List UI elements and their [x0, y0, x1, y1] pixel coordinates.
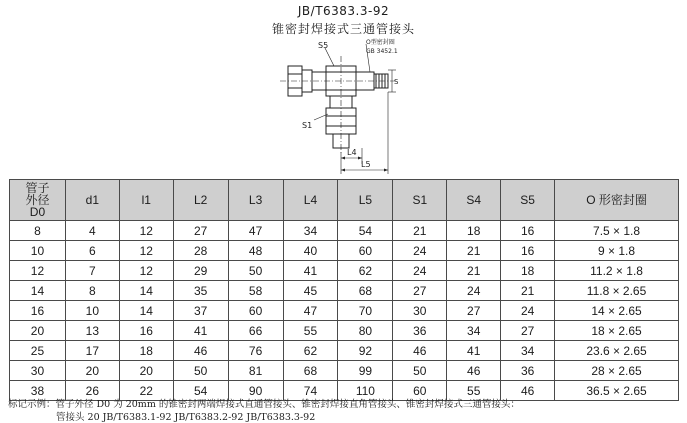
table-cell: 18 — [447, 221, 501, 241]
col-header-s1: S1 — [393, 180, 447, 221]
table-cell: 62 — [338, 261, 393, 281]
table-cell: 68 — [283, 361, 338, 381]
table-cell: 55 — [447, 381, 501, 401]
table-cell: 27 — [447, 301, 501, 321]
table-cell: 18 — [119, 341, 173, 361]
table-cell: 24 — [501, 301, 555, 321]
table-cell: 46 — [447, 361, 501, 381]
standard-code: JB/T6383.3-92 — [297, 4, 390, 18]
table-cell: 7 — [65, 261, 119, 281]
table-cell: 38 — [10, 381, 66, 401]
table-cell: 55 — [283, 321, 338, 341]
table-cell: 54 — [338, 221, 393, 241]
table-cell: 13 — [65, 321, 119, 341]
table-cell: 74 — [283, 381, 338, 401]
table-cell: 60 — [338, 241, 393, 261]
table-cell: 27 — [173, 221, 228, 241]
table-cell: 41 — [447, 341, 501, 361]
table-cell: 16 — [119, 321, 173, 341]
label-l5: L5 — [361, 160, 371, 169]
table-cell: 99 — [338, 361, 393, 381]
table-cell: 46 — [501, 381, 555, 401]
table-cell: 54 — [173, 381, 228, 401]
table-row — [10, 321, 679, 341]
table-cell: 36 — [501, 361, 555, 381]
table-cell: 12 — [10, 261, 66, 281]
table-cell: 76 — [228, 341, 283, 361]
table-cell: 22 — [119, 381, 173, 401]
table-cell: 34 — [283, 221, 338, 241]
table-row — [10, 261, 679, 281]
table-cell: 10 — [65, 301, 119, 321]
table-cell: 24 — [393, 241, 447, 261]
table-cell: 80 — [338, 321, 393, 341]
table-cell: 34 — [501, 341, 555, 361]
table-cell: 46 — [173, 341, 228, 361]
table-row — [10, 281, 679, 301]
col-header-l1: l1 — [119, 180, 173, 221]
table-cell: 90 — [228, 381, 283, 401]
table-cell: 36.5 × 2.65 — [555, 381, 679, 401]
col-header-s4: S4 — [447, 180, 501, 221]
col-header-l5: L5 — [338, 180, 393, 221]
table-cell: 23.6 × 2.65 — [555, 341, 679, 361]
table-cell: 14 — [10, 281, 66, 301]
table-cell: 27 — [393, 281, 447, 301]
table-cell: 60 — [228, 301, 283, 321]
table-cell: 70 — [338, 301, 393, 321]
table-row — [10, 221, 679, 241]
table-row — [10, 361, 679, 381]
table-cell: 20 — [10, 321, 66, 341]
marking-example-code: 管接头 20 JB/T6383.1-92 JB/T6383.2-92 JB/T6383.3-92 — [56, 412, 316, 423]
table-cell: 50 — [393, 361, 447, 381]
table-cell: 11.8 × 2.65 — [555, 281, 679, 301]
table-cell: 21 — [447, 261, 501, 281]
table-cell: 62 — [283, 341, 338, 361]
table-cell: 11.2 × 1.8 — [555, 261, 679, 281]
table-row — [10, 341, 679, 361]
label-oring: O型密封圈 — [366, 39, 395, 46]
table-cell: 24 — [447, 281, 501, 301]
label-gb: GB 3452.1 — [366, 48, 398, 55]
col-header-oring: O 形密封圈 — [555, 180, 679, 221]
table-cell: 60 — [393, 381, 447, 401]
table-cell: 16 — [501, 221, 555, 241]
table-cell: 18 — [501, 261, 555, 281]
table-cell: 66 — [228, 321, 283, 341]
col-header-d1: d1 — [65, 180, 119, 221]
table-row — [10, 301, 679, 321]
dimension-table — [9, 179, 679, 401]
table-cell: 35 — [173, 281, 228, 301]
table-cell: 14 × 2.65 — [555, 301, 679, 321]
table-cell: 46 — [393, 341, 447, 361]
table-cell: 37 — [173, 301, 228, 321]
table-cell: 29 — [173, 261, 228, 281]
table-cell: 30 — [393, 301, 447, 321]
table-cell: 24 — [393, 261, 447, 281]
fitting-drawing — [270, 36, 420, 176]
table-cell: 47 — [283, 301, 338, 321]
table-cell: 110 — [338, 381, 393, 401]
table-cell: 12 — [119, 221, 173, 241]
table-cell: 48 — [228, 241, 283, 261]
label-l4: L4 — [347, 148, 357, 157]
table-cell: 20 — [119, 361, 173, 381]
col-header-d0: 管子 外径 D0 — [10, 180, 66, 221]
table-cell: 21 — [393, 221, 447, 241]
table-cell: 6 — [65, 241, 119, 261]
table-cell: 81 — [228, 361, 283, 381]
table-cell: 68 — [338, 281, 393, 301]
table-cell: 41 — [173, 321, 228, 341]
table-cell: 18 × 2.65 — [555, 321, 679, 341]
table-cell: 30 — [10, 361, 66, 381]
table-row — [10, 241, 679, 261]
table-cell: 27 — [501, 321, 555, 341]
col-header-l4: L4 — [283, 180, 338, 221]
table-cell: 40 — [283, 241, 338, 261]
table-cell: 21 — [447, 241, 501, 261]
table-cell: 58 — [228, 281, 283, 301]
table-cell: 16 — [501, 241, 555, 261]
table-cell: 41 — [283, 261, 338, 281]
table-header-row — [10, 180, 679, 221]
table-cell: 25 — [10, 341, 66, 361]
table-cell: 12 — [119, 261, 173, 281]
table-cell: 10 — [10, 241, 66, 261]
col-header-s5: S5 — [501, 180, 555, 221]
table-cell: 28 — [173, 241, 228, 261]
label-s5: S5 — [318, 41, 329, 50]
table-cell: 7.5 × 1.8 — [555, 221, 679, 241]
table-cell: 16 — [10, 301, 66, 321]
col-header-l3: L3 — [228, 180, 283, 221]
marking-example-note: 标记示例：管子外径 D0 为 20mm 的锥密封两端焊接式直通管接头、锥密封焊接直角管接头、锥密封焊接式三通管接头： — [8, 399, 520, 410]
table-cell: 9 × 1.8 — [555, 241, 679, 261]
table-cell: 17 — [65, 341, 119, 361]
document-title: 锥密封焊接式三通管接头 — [271, 22, 415, 36]
table-cell: 47 — [228, 221, 283, 241]
table-cell: 92 — [338, 341, 393, 361]
table-cell: 21 — [501, 281, 555, 301]
label-s1: S1 — [302, 121, 313, 130]
table-cell: 50 — [173, 361, 228, 381]
table-cell: 36 — [393, 321, 447, 341]
col-header-l2: L2 — [173, 180, 228, 221]
table-cell: 28 × 2.65 — [555, 361, 679, 381]
table-cell: 8 — [10, 221, 66, 241]
table-cell: 14 — [119, 281, 173, 301]
table-cell: 20 — [65, 361, 119, 381]
table-cell: 50 — [228, 261, 283, 281]
table-cell: 8 — [65, 281, 119, 301]
table-cell: 45 — [283, 281, 338, 301]
label-s: S — [394, 78, 399, 86]
table-cell: 34 — [447, 321, 501, 341]
table-cell: 12 — [119, 241, 173, 261]
table-cell: 26 — [65, 381, 119, 401]
table-cell: 14 — [119, 301, 173, 321]
table-cell: 4 — [65, 221, 119, 241]
